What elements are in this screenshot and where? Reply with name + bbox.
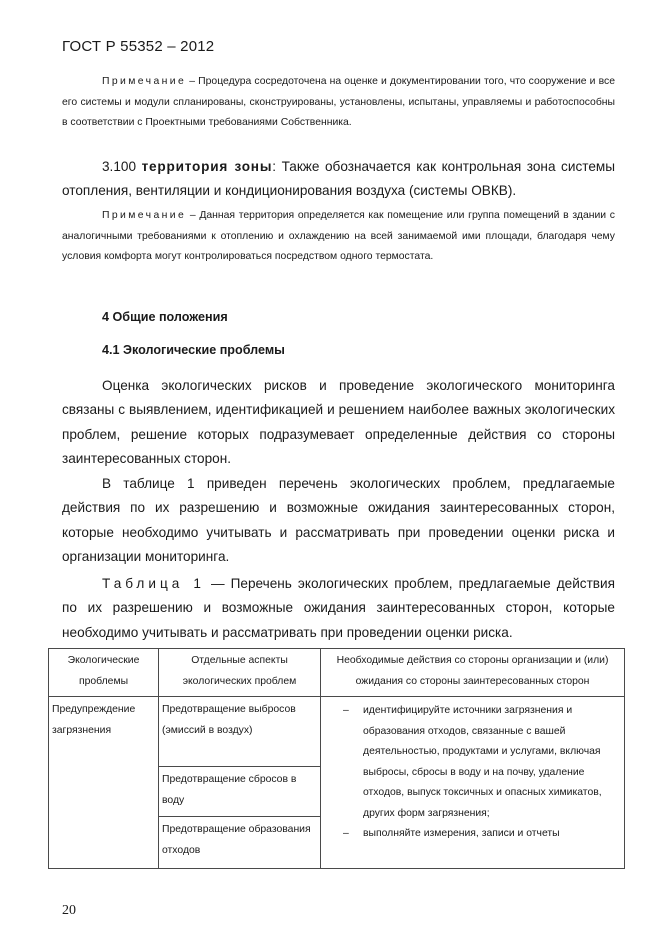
aspect-cell: Предотвращение сбросов в воду [159,767,321,817]
note-paragraph-2 [62,206,615,268]
definition-term: территория зоны [141,159,273,174]
actions-list [321,697,624,845]
aspect-cell: Предотвращение образования отходов [159,817,321,869]
note-text: – Процедура сосредоточена на оценке и документировании того, что сооружение и все его системы и модули спланированы, сконструированы, установлены, испытаны, управляемы и работоспособны в соответствии с Проектными требованиями Собственника. [62,76,615,128]
note-text-2: – Данная территория определяется как помещение или группа помещений в здании с аналогичными требованиями к отоплению и охлаждению на всей занимаемой ими площади, благодаря чему условия комфорта могут контролироваться посредством одного термостата. [62,210,615,262]
table-caption-label: Таблица 1 [102,576,205,591]
action-item: – выполняйте измерения, записи и отчеты [343,824,618,845]
table-header-cell: Отдельные аспекты экологических проблем [159,649,321,697]
section-heading-4: 4 Общие положения [102,310,228,324]
definition-3-100 [62,155,615,204]
table-caption [62,572,615,645]
problem-cell: Предупреждение загрязнения [49,697,159,869]
action-item: – идентифицируйте источники загрязнения и образования отходов, связанные с вашей деятельностью, продуктами и услугами, включая выбросы, сбросы в воду и на почву, удаление отходов, выпуск токсичных и опасных химикатов, других форм загрязнения; [343,701,618,824]
table-header-cell: Необходимые действия со стороны организации и (или) ожидания со стороны заинтересованных сторон [321,649,625,697]
table-header-row [49,649,625,697]
page-number: 20 [62,903,76,918]
table-caption-text: — Перечень экологических проблем, предлагаемые действия по их разрешению и возможные ожидания заинтересованных сторон, которые необходимо учитывать и рассматривать при проведении оценки риска. [62,576,615,640]
environmental-issues-table [48,648,625,869]
definition-text: : Также обозначается как контрольная зона системы отопления, вентиляции и кондиционирования воздуха (системы ОВКВ). [62,159,615,199]
actions-cell [321,697,625,869]
table-row [49,697,625,767]
body-paragraph-2: В таблице 1 приведен перечень экологических проблем, предлагаемые действия по их разрешению и возможные ожидания заинтересованных сторон, которые необходимо учитывать и рассматривать при проведении оценки риска и организации мониторинга. [62,476,615,565]
section-heading-4-1: 4.1 Экологические проблемы [102,343,285,357]
table-header-cell: Экологические проблемы [49,649,159,697]
note-label-2: Примечание [102,210,187,221]
standard-header: ГОСТ Р 55352 – 2012 [62,38,215,55]
body-paragraph-1: Оценка экологических рисков и проведение экологического мониторинга связаны с выявлением, идентификацией и решением наиболее важных экологических проблем, решение которых подразумевает определенные действия со стороны заинтересованных сторон. [62,378,615,467]
definition-number: 3.100 [102,159,142,174]
note-paragraph [62,72,615,134]
note-label: Примечание [102,76,187,87]
aspect-cell: Предотвращение выбросов (эмиссий в воздух) [159,697,321,767]
